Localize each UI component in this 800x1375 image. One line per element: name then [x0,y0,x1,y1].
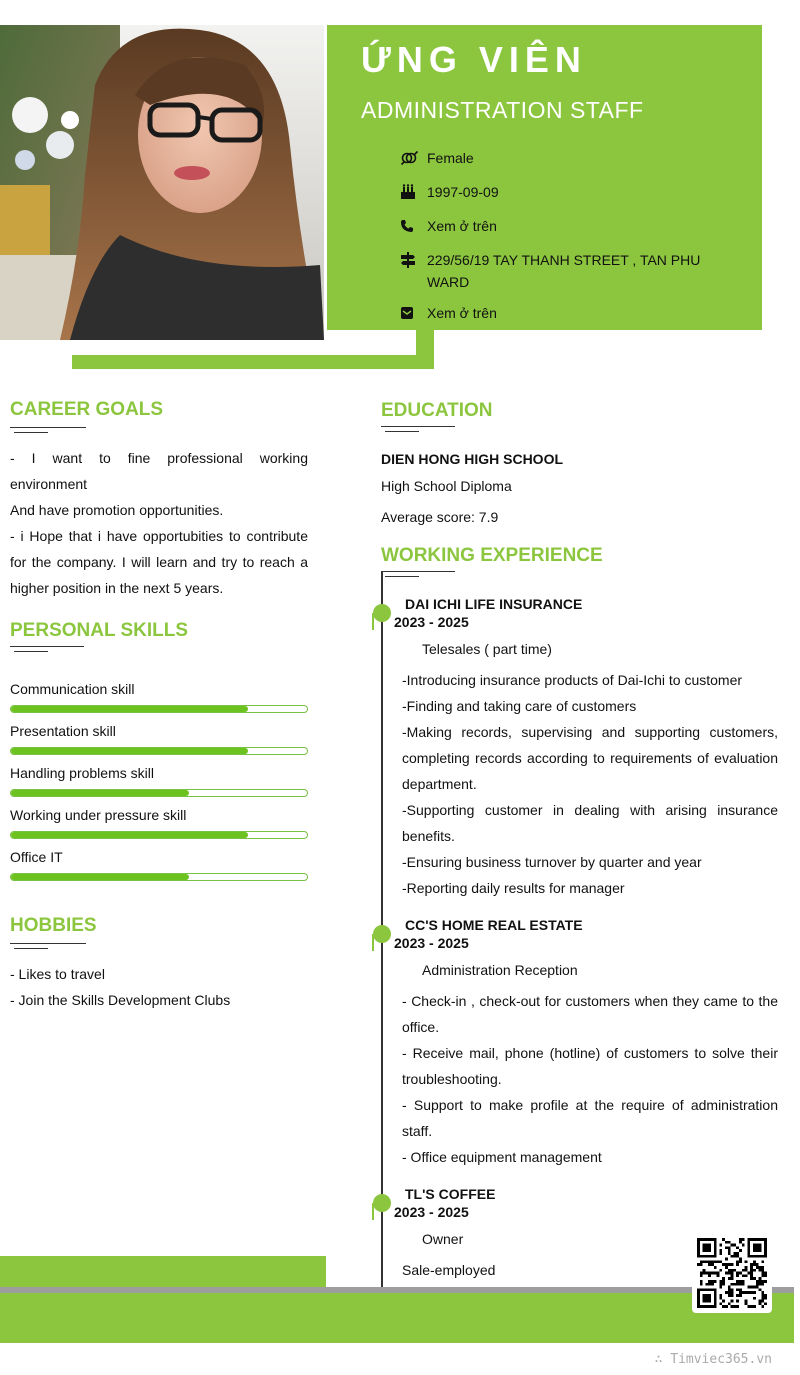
candidate-name: ỨNG VIÊN [361,39,587,80]
job-duty: -Ensuring business turnover by quarter and year [402,854,702,870]
skill-name: Handling problems skill [10,765,154,781]
job-duty: -Finding and taking care of customers [402,698,637,714]
timeline-dot [373,925,391,943]
skill-name: Working under pressure skill [10,807,187,823]
job-duty: -Introducing insurance products of Dai-Ichi to customer [402,672,743,688]
job-role: Telesales ( part time) [422,641,552,657]
skill-name: Communication skill [10,681,135,697]
school-name: DIEN HONG HIGH SCHOOL [381,451,564,467]
career-goals-line-1: - I want to fine professional working environment [10,450,308,492]
job-duty: -Making records, supervising and supporting customers, completing records according to requirements of evaluation department. [402,724,778,792]
cake-icon [400,181,420,203]
skill-bar [10,747,308,755]
career-goals-line-3: - i Hope that i have opportubities to contribute for the company. I will learn and try to reach a higher position in the next 5 years. [10,528,308,596]
profile-photo-image [0,25,324,340]
personal-skills-title: PERSONAL SKILLS [10,620,189,641]
skill-bar-fill [11,748,248,754]
job-duty: - Check-in , check-out for customers when they came to the office. [402,993,778,1035]
qr-code[interactable] [692,1233,772,1313]
job-duty: Sale-employed [402,1262,496,1278]
birthday-row [400,181,720,203]
decor-bar-horizontal [72,355,434,369]
timeline-tick [372,934,374,951]
job-period: 2023 - 2025 [394,1204,469,1220]
hobbies-title: HOBBIES [10,915,97,936]
phone-icon [400,215,420,237]
envelope-icon [400,302,420,324]
candidate-position: ADMINISTRATION STAFF [361,97,644,123]
job-duty: - Office equipment management [402,1149,602,1165]
address-row [400,249,720,293]
header-panel [327,25,762,330]
timeline-tick [372,1203,374,1220]
footer-band [0,1293,794,1343]
job-company: CC'S HOME REAL ESTATE [405,917,583,933]
decor-bar-vertical [416,328,434,369]
degree: High School Diploma [381,478,512,494]
timeline-tick [372,613,374,630]
skill-bar-fill [11,832,248,838]
skill-bar [10,789,308,797]
footer-left-bar [0,1256,326,1287]
job-duty: -Supporting customer in dealing with arising insurance benefits. [402,802,778,844]
email-value: Xem ở trên [427,305,497,321]
skill-name: Office IT [10,849,63,865]
phone-row [400,215,720,237]
phone-value: Xem ở trên [427,218,497,234]
timeline-dot [373,1194,391,1212]
site-watermark: ∴ Timviec365.vn [654,1352,772,1367]
hobby-item: - Likes to travel [10,966,105,982]
education-title: EDUCATION [381,400,493,421]
skill-name: Presentation skill [10,723,116,739]
address-value: 229/56/19 TAY THANH STREET , TAN PHU WARD [427,252,701,290]
hobby-item: - Join the Skills Development Clubs [10,992,231,1008]
career-goals-title: CAREER GOALS [10,399,164,420]
skill-bar-fill [11,790,189,796]
skill-bar [10,831,308,839]
gender-row [400,147,720,169]
skill-bar [10,705,308,713]
career-goals-underline [10,427,86,433]
average-score: Average score: 7.9 [381,509,499,525]
job-period: 2023 - 2025 [394,935,469,951]
skill-bar-fill [11,874,189,880]
job-role: Administration Reception [422,962,578,978]
job-period: 2023 - 2025 [394,614,469,630]
job-duty: - Support to make profile at the require of administration staff. [402,1097,778,1139]
timeline-dot [373,604,391,622]
career-goals-line-2: And have promotion opportunities. [10,502,224,518]
job-role: Owner [422,1231,464,1247]
email-row [400,302,720,324]
gender-icon [400,147,420,169]
job-duty: - Receive mail, phone (hotline) of customers to solve their troubleshooting. [402,1045,778,1087]
education-underline [381,426,455,432]
job-duty: -Reporting daily results for manager [402,880,625,896]
skill-bar-fill [11,706,248,712]
gender-value: Female [427,150,474,166]
personal-skills-underline [10,646,84,652]
signpost-icon [400,249,420,271]
qr-code-image [697,1238,767,1308]
job-company: TL'S COFFEE [405,1186,496,1202]
skill-bar [10,873,308,881]
profile-photo [0,25,324,340]
birthday-value: 1997-09-09 [427,184,499,200]
job-company: DAI ICHI LIFE INSURANCE [405,596,583,612]
experience-title: WORKING EXPERIENCE [381,545,603,566]
hobbies-underline [10,943,86,949]
experience-underline [381,571,455,577]
